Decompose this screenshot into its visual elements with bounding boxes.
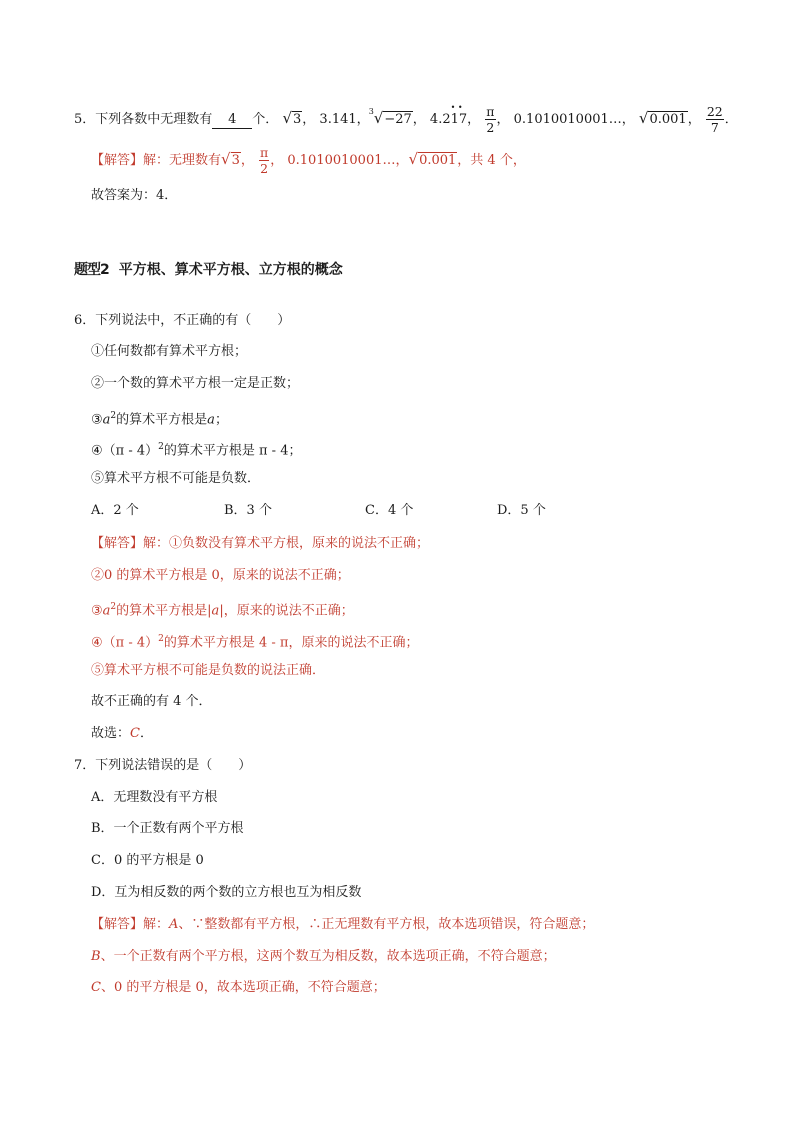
q6-answer-4: ④（π - 4）$^2$的算术平方根是 4 - π，原来的说法不正确；	[91, 634, 419, 651]
sqrt-3: √3	[282, 109, 302, 127]
q6-statement-2: ②一个数的算术平方根一定是正数；	[91, 376, 300, 391]
section-title: 平方根、算术平方根、立方根的概念	[118, 262, 343, 278]
q6-answer-5: ⑤算术平方根不可能是负数的说法正确．	[91, 663, 326, 678]
cbrt-neg27: 3 √−27	[368, 107, 412, 127]
question-5: 5．下列各数中无理数有 4 个． √3， 3.141， 3 √−27， 4.2• • 17， $\frac{\pi}{2}$ ， 0.1010010001…， √0.001， $\frac{22}{7}$ ．	[74, 104, 738, 135]
sqrt-0001: √0.001	[408, 150, 457, 168]
q7-option-a: A．无理数没有平方根	[91, 790, 218, 805]
q6-statement-3: $③a^2$的算术平方根是a；	[91, 411, 228, 428]
q7-option-d: D．互为相反数的两个数的立方根也互为相反数	[91, 885, 362, 900]
q6-choice: 故选：C．	[91, 726, 153, 741]
answer-label: 【解答】	[91, 917, 144, 932]
q6-answer-2: ②0 的算术平方根是 0，原来的说法不正确；	[91, 568, 350, 583]
frac-pi-2: $\frac{\pi}{2}$	[260, 145, 269, 176]
q6-answer-1: 【解答】解：①负数没有算术平方根，原来的说法不正确；	[91, 536, 430, 551]
q5-answer-text: 解：无理数有	[143, 153, 222, 168]
q6-option-a: A．2 个	[91, 503, 139, 518]
q5-after-blank: 个．	[252, 112, 279, 127]
decimal-nonrepeating: 0.1010010001…，	[513, 112, 635, 127]
repeating-decimal: 4.2• • 17	[430, 112, 467, 127]
frac-22-7: $\frac{22}{7}$	[706, 104, 723, 135]
q5-final: 故答案为：4．	[91, 188, 178, 203]
q6-statement-4: ④（π - 4）$^2$的算术平方根是 π - 4；	[91, 442, 302, 459]
q7-stem: 7．下列说法错误的是（ ）	[74, 758, 252, 773]
q7-answer-c: C、0 的平方根是 0，故本选项正确，不符合题意；	[91, 980, 386, 995]
answer-label: 【解答】	[91, 153, 144, 168]
q7-option-b: B．一个正数有两个平方根	[91, 821, 244, 836]
q6-option-c: C．4 个	[365, 503, 414, 518]
answer-label: 【解答】	[91, 536, 144, 551]
section-tag: 题型2	[74, 262, 109, 278]
q6-conclusion: 故不正确的有 4 个．	[91, 694, 212, 709]
sqrt-0001: √0.001	[638, 109, 687, 127]
q7-answer-b: B、一个正数有两个平方根，这两个数互为相反数，故本选项正确，不符合题意；	[91, 949, 556, 964]
q7-option-c: C．0 的平方根是 0	[91, 853, 204, 868]
q6-statement-5: ⑤算术平方根不可能是负数．	[91, 471, 261, 486]
num-3141: 3.141，	[319, 112, 370, 127]
frac-pi-2: $\frac{\pi}{2}$	[486, 104, 495, 135]
q7-answer-a: 【解答】解：A、∵整数都有平方根，∴正无理数有平方根，故本选项错误，符合题意；	[91, 917, 595, 932]
section-heading	[74, 259, 343, 279]
q5-blank-answer: 4	[212, 112, 252, 129]
q6-answer-3: $③a^2$的算术平方根是|a|，原来的说法不正确；	[91, 602, 354, 619]
q5-answer: 【解答】解：无理数有√3， $\frac{\pi}{2}$ ， 0.1010010001…，√0.001，共 4 个，	[91, 145, 526, 176]
sqrt-3: √3	[221, 150, 240, 168]
q6-option-b: B．3 个	[224, 503, 272, 518]
q5-prefix: 5．下列各数中无理数有	[74, 112, 213, 127]
decimal-nonrepeating: 0.1010010001…，	[287, 153, 409, 168]
q6-stem: 6．下列说法中，不正确的有（ ）	[74, 313, 291, 328]
q5-answer-end: ，共 4 个，	[457, 153, 526, 168]
q6-statement-1: ①任何数都有算术平方根；	[91, 344, 248, 359]
q6-option-d: D．5 个	[497, 503, 546, 518]
